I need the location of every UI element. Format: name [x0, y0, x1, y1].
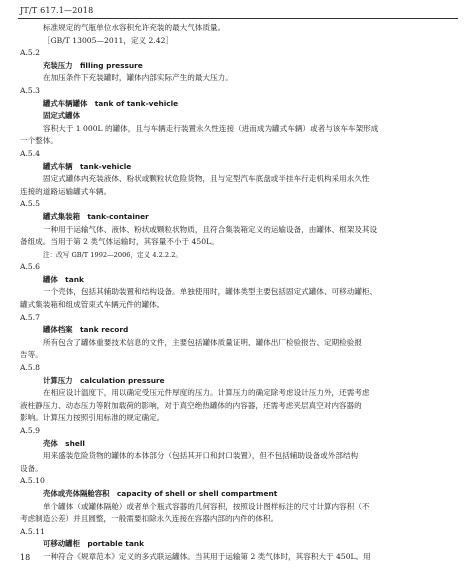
text-line: 一个壳体，包括其辅助装置和结构设备。单独使用时，罐体类型主要包括固定式罐体、可移动罐柜、 — [43, 287, 378, 297]
text-line: 设备。 — [20, 463, 43, 473]
text-line: 壳体或壳体隔舱容积 capacity of shell or shell compartment — [43, 488, 278, 498]
text-line: 一种用于运输气体、液体、粉状或颗粒状物质，且符合集装箱定义的运输设备，由罐体、框架及其设 — [43, 224, 378, 234]
text-line: 固定式罐体 — [43, 111, 80, 121]
text-line: ［GB/T 13005—2011，定义 2.42］ — [43, 35, 174, 45]
text-line: 用来盛装危险货物的罐体的本体部分（包括其开口和封口装置），但不包括辅助设备或外部结构 — [43, 451, 359, 461]
text-line: 固定式罐体内充装液体、粉状或颗粒状危险货物，且与定型汽车底盘或半挂车行走机构采用永久性 — [43, 174, 370, 184]
standard-code-header: JT/T 617.1—2018 — [20, 6, 94, 15]
text-line: 罐体档案 tank record — [43, 325, 129, 335]
header-rule — [18, 18, 458, 19]
text-line: A.5.2 — [20, 48, 40, 58]
text-line: 所有包含了罐体重要技术信息的文件，主要包括罐体质量证明、罐体出厂检验报告、定期检验报 — [43, 337, 362, 347]
text-line: 注：改写 GB/T 1992—2006，定义 4.2.2.2。 — [43, 250, 182, 259]
text-line: 在加压条件下充装罐时，罐体内部实际产生的最大压力。 — [43, 73, 233, 83]
text-line: 罐式车辆罐体 tank of tank-vehicle — [43, 98, 179, 108]
text-line: A.5.9 — [20, 426, 40, 435]
text-line: 液柱静压力、动态压力等附加载荷的影响，对于真空绝热罐体的内容器，还需考虑夹层真空对内容器的 — [20, 400, 362, 410]
text-line: 单个罐体（或罐体隔舱）或者单个瓶式容器的几何容积，按照设计图样标注的尺寸计算内容积（不 — [43, 501, 370, 511]
text-line: A.5.11 — [20, 526, 45, 536]
text-line: 容积大于 1 000L 的罐体，且与车辆走行装置永久性连接（进而成为罐式车辆）或者与该车车架形成 — [43, 123, 379, 133]
text-line: 壳体 shell — [43, 438, 85, 448]
text-line: 一种符合《规章范本》定义的多式联运罐体。当其用于运输第 2 类气体时，其容积大于 450L。用 — [43, 551, 371, 561]
text-line: 一个整体。 — [20, 136, 58, 146]
text-line: 备组成。当用于第 2 类气体运输时，其容量不小于 450L。 — [20, 237, 219, 247]
text-line: A.5.3 — [20, 85, 40, 95]
page-number: 18 — [20, 553, 31, 562]
text-line: 影响。计算压力按照引用标准的规定确定。 — [20, 413, 165, 423]
text-line: 在相应设计温度下，用以确定受压元件厚度的压力。计算压力的确定除考虑设计压力外，还需考虑 — [43, 388, 370, 398]
text-line: 标准规定的气瓶单位水容积允许充装的最大气体质量。 — [43, 23, 226, 32]
text-line: A.5.4 — [20, 148, 40, 158]
text-line: 罐式车辆 tank-vehicle — [43, 161, 132, 171]
text-line: A.5.6 — [20, 262, 40, 272]
text-line: 罐式集装箱 tank-container — [43, 211, 149, 221]
text-line: 连接的道路运输罐式车辆。 — [20, 186, 112, 196]
text-line: A.5.5 — [20, 199, 40, 209]
text-line: 计算压力 calculation pressure — [43, 375, 165, 385]
text-line: A.5.8 — [20, 363, 40, 373]
text-line: 可移动罐柜 portable tank — [43, 539, 144, 549]
document-body — [20, 22, 456, 564]
text-line: 考虑制造公差）并且圆整，一般需要扣除永久连接在容器内部的内件的体积。 — [20, 514, 279, 524]
text-line: 罐体 tank — [43, 274, 84, 284]
text-line: 罐式集装箱和组成管束式车辆元件的罐体。 — [20, 300, 165, 310]
text-line: 告等。 — [20, 350, 43, 360]
text-line: 充装压力 filling pressure — [43, 60, 143, 70]
text-line: A.5.7 — [20, 312, 40, 322]
text-line: A.5.10 — [20, 476, 45, 486]
